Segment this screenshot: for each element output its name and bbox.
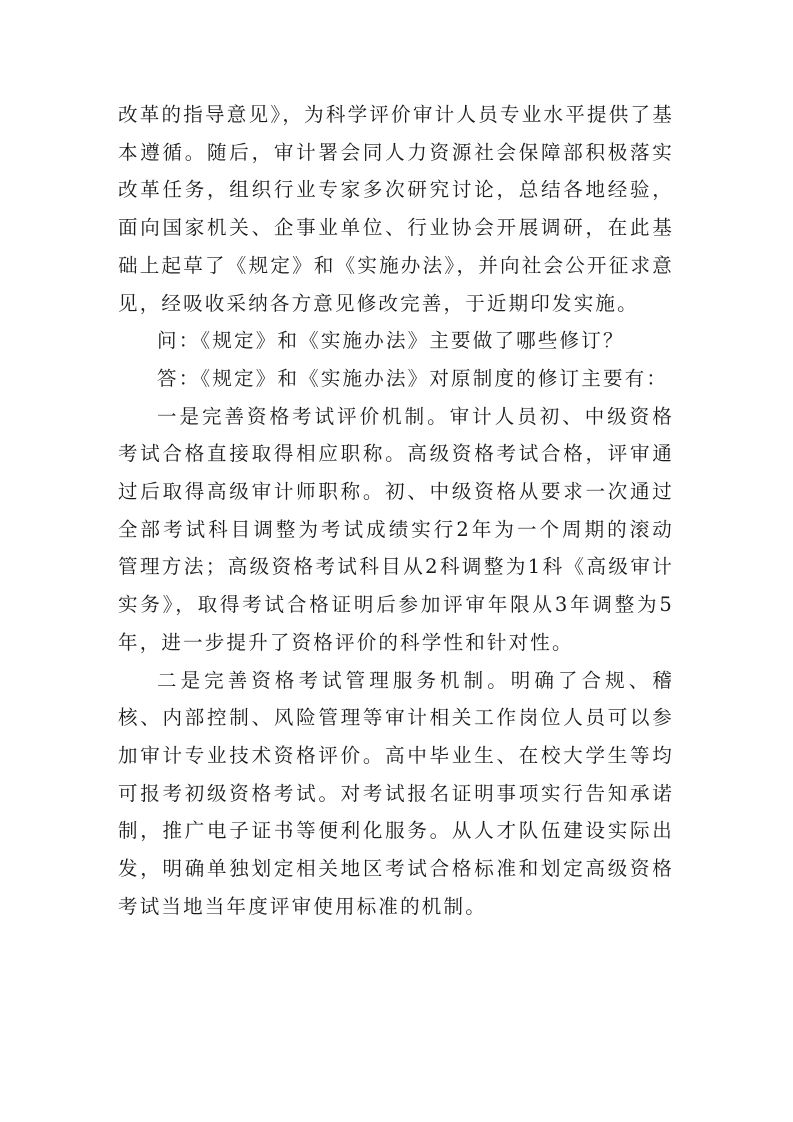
paragraph-question: 问：《规定》和《实施办法》主要做了哪些修订？ [157,329,625,353]
paragraph-continuation: 改革的指导意见》，为科学评价审计人员专业水平提供了基本遵循。随后，审计署会同人力资源社会保障部积极落实改革任务，组织行业专家多次研究讨论，总结各地经验，面向国家机关、企事业单位、行业协会开展调研，在此基础上起草了《规定》和《实施办法》，并向社会公开征求意见，经吸收采纳各方意见修改完善，于近期印发实施。 [118,103,674,315]
paragraph-point-one: 一是完善资格考试评价机制。审计人员初、中级资格考试合格直接取得相应职称。高级资格考试合格，评审通过后取得高级审计师职称。初、中级资格从要求一次通过全部考试科目调整为考试成绩实行2年为一个周期的滚动管理方法；高级资格考试科目从2科调整为1科《高级审计实务》，取得考试合格证明后参加评审年限从3年调整为5年，进一步提升了资格评价的科学性和针对性。 [118,404,674,654]
paragraph-point-two: 二是完善资格考试管理服务机制。明确了合规、稽核、内部控制、风险管理等审计相关工作岗位人员可以参加审计专业技术资格评价。高中毕业生、在校大学生等均可报考初级资格考试。对考试报名证明事项实行告知承诺制，推广电子证书等便利化服务。从人才队伍建设实际出发，明确单独划定相关地区考试合格标准和划定高级资格考试当地当年度评审使用标准的机制。 [118,668,674,918]
document-body [118,96,674,925]
paragraph-answer-intro: 答：《规定》和《实施办法》对原制度的修订主要有： [157,366,669,390]
